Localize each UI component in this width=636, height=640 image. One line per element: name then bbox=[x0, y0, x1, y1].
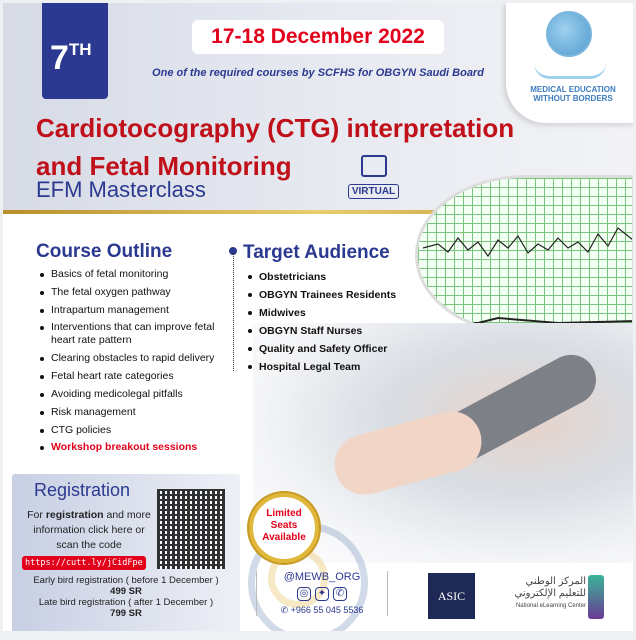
virtual-label: VIRTUAL bbox=[348, 184, 399, 199]
list-item: Avoiding medicolegal pitfalls bbox=[39, 386, 239, 404]
early-bird-label: Early bird registration ( before 1 December ) bbox=[33, 575, 219, 586]
badge-line: Limited bbox=[266, 508, 302, 519]
event-date: 17-18 December 2022 bbox=[192, 20, 444, 54]
qr-code[interactable] bbox=[157, 489, 225, 569]
social-handle[interactable]: @MEWB_ORG bbox=[283, 571, 361, 583]
list-item: OBGYN Staff Nurses bbox=[247, 322, 427, 340]
twitter-icon[interactable]: ✦ bbox=[315, 587, 329, 601]
nelc-arabic-line-1: المركز الوطني bbox=[525, 576, 586, 587]
title-line-1: Cardiotocography (CTG) interpretation bbox=[36, 113, 515, 143]
course-outline-heading: Course Outline bbox=[36, 241, 173, 262]
social-contact bbox=[256, 571, 388, 616]
mewb-logo bbox=[506, 3, 633, 123]
nelc-logo bbox=[491, 576, 586, 612]
target-audience-list bbox=[247, 268, 427, 376]
early-bird-price: 499 SR bbox=[110, 586, 142, 597]
title-line-2: and Fetal Monitoring bbox=[36, 151, 292, 181]
list-item: Basics of fetal monitoring bbox=[39, 266, 239, 284]
list-item: Quality and Safety Officer bbox=[247, 340, 427, 358]
badge-line: Seats bbox=[270, 520, 298, 531]
late-bird-price: 799 SR bbox=[110, 608, 142, 619]
list-item: Workshop breakout sessions bbox=[39, 439, 239, 457]
list-item: Clearing obstacles to rapid delivery bbox=[39, 350, 239, 368]
registration-panel bbox=[12, 474, 240, 631]
list-item: Obstetricians bbox=[247, 268, 427, 286]
list-item: Hospital Legal Team bbox=[247, 358, 427, 376]
virtual-meeting-icon bbox=[361, 155, 387, 177]
late-bird-label: Late bird registration ( after 1 December ) bbox=[38, 597, 214, 608]
list-item: Interventions that can improve fetal heart rate pattern bbox=[39, 319, 239, 350]
target-audience-heading: Target Audience bbox=[243, 242, 390, 263]
nelc-mark-icon bbox=[588, 575, 604, 619]
edition-badge bbox=[42, 3, 108, 99]
nelc-arabic-line-2: للتعليم الإلكتروني bbox=[514, 588, 586, 599]
logo-caption: MEDICAL EDUCATION WITHOUT BORDERS bbox=[530, 85, 616, 103]
nelc-english: National eLearning Center bbox=[515, 603, 586, 609]
limited-seats-badge bbox=[249, 493, 319, 563]
whatsapp-icon[interactable]: ✆ bbox=[333, 587, 347, 601]
course-subtitle: EFM Masterclass bbox=[36, 177, 206, 202]
requirement-note: One of the required courses by SCFHS for OBGYN Saudi Board bbox=[152, 67, 484, 79]
course-outline-list bbox=[39, 266, 239, 457]
asic-logo: ASIC bbox=[428, 573, 475, 619]
virtual-indicator bbox=[346, 155, 401, 199]
timeline-line bbox=[233, 253, 234, 371]
list-item: CTG policies bbox=[39, 422, 239, 440]
list-item: Risk management bbox=[39, 404, 239, 422]
list-item: Fetal heart rate categories bbox=[39, 368, 239, 386]
text-bold: registration bbox=[45, 509, 104, 521]
edition-number: 7 bbox=[50, 39, 69, 77]
globe-icon bbox=[546, 11, 592, 57]
list-item: Midwives bbox=[247, 304, 427, 322]
book-icon bbox=[534, 63, 606, 79]
ctg-trace-icon bbox=[418, 178, 633, 335]
registration-link[interactable]: https://cutt.ly/jCidFpe bbox=[22, 556, 146, 570]
registration-instructions bbox=[24, 508, 154, 553]
phone-number[interactable]: +966 55 045 5536 bbox=[290, 605, 364, 615]
text: and more information click here or scan the code bbox=[33, 509, 151, 551]
edition-suffix: TH bbox=[68, 40, 92, 59]
badge-line: Available bbox=[262, 532, 306, 543]
text: For bbox=[27, 509, 46, 521]
instagram-icon[interactable]: ◎ bbox=[297, 587, 311, 601]
phone-icon: ✆ bbox=[280, 605, 291, 615]
ctg-trace-image bbox=[415, 175, 633, 335]
registration-heading: Registration bbox=[34, 480, 131, 500]
pricing bbox=[12, 575, 240, 619]
course-title bbox=[36, 109, 514, 185]
list-item: OBGYN Trainees Residents bbox=[247, 286, 427, 304]
list-item: Intrapartum management bbox=[39, 302, 239, 320]
list-item: The fetal oxygen pathway bbox=[39, 284, 239, 302]
poster bbox=[3, 3, 633, 631]
